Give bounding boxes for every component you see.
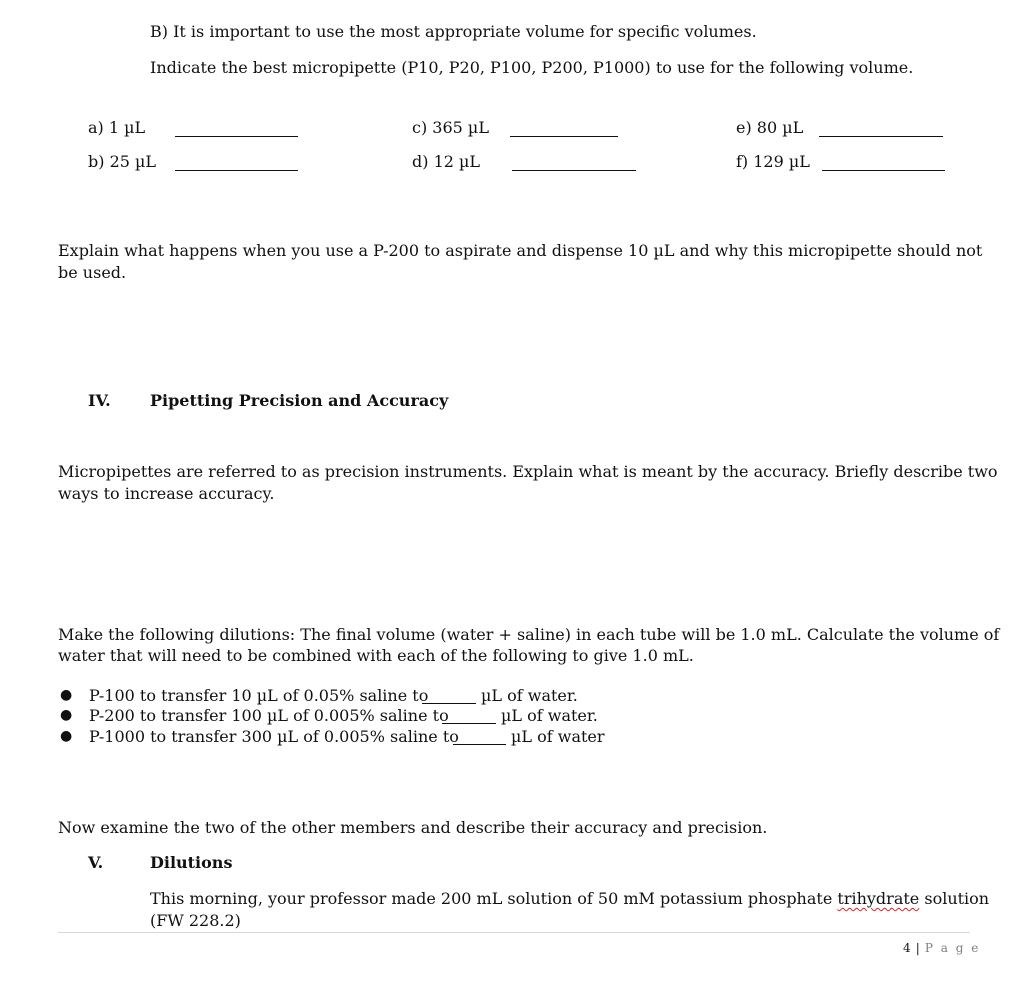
bullet-dot-icon: ● <box>60 728 73 744</box>
bullet-2-suffix: µL of water. <box>501 706 598 725</box>
bullet-2-answer-blank[interactable] <box>442 722 496 724</box>
bullet-3-prefix: P-1000 to transfer 300 µL of 0.005% saline to <box>89 727 459 746</box>
volume-item-e <box>736 118 803 137</box>
dilutions-intro-line1: Make the following dilutions: The final volume (water + saline) in each tube will be 1.0 mL. Calculate the volume of <box>58 625 1000 644</box>
volume-label-c: c) 365 µL <box>412 118 489 137</box>
explain-p200-line2: be used. <box>58 263 127 282</box>
bullet-1-suffix: µL of water. <box>481 686 578 705</box>
volume-item-b <box>88 152 156 171</box>
bullet-item-3 <box>89 727 459 746</box>
bullet-3-answer-blank[interactable] <box>453 743 506 745</box>
bullet-item-2 <box>89 706 449 725</box>
section-v-line1-pre: This morning, your professor made 200 mL solution of 50 mM potassium phosphate <box>150 889 838 908</box>
accuracy-question-line2: ways to increase accuracy. <box>58 484 275 503</box>
section-b-heading: B) It is important to use the most appropriate volume for specific volumes. <box>150 22 757 41</box>
section-v-line1 <box>150 889 989 908</box>
volume-label-f: f) 129 µL <box>736 152 810 171</box>
examine-instruction: Now examine the two of the other members and describe their accuracy and precision. <box>58 818 768 837</box>
accuracy-question-line1: Micropipettes are referred to as precision instruments. Explain what is meant by the accuracy. Briefly describe two <box>58 462 998 481</box>
bullet-1-answer-blank[interactable] <box>422 702 476 704</box>
volume-label-d: d) 12 µL <box>412 152 481 171</box>
section-v-line1-post: solution <box>919 889 990 908</box>
bullet-dot-icon: ● <box>60 687 73 703</box>
bullet-item-1 <box>89 686 428 705</box>
section-v-line2: (FW 228.2) <box>150 911 241 930</box>
volume-label-a: a) 1 µL <box>88 118 146 137</box>
volume-item-a <box>88 118 145 137</box>
explain-p200-line1: Explain what happens when you use a P-200 to aspirate and dispense 10 µL and why this micropipette should not <box>58 241 983 260</box>
bullet-2-prefix: P-200 to transfer 100 µL of 0.005% saline to <box>89 706 449 725</box>
volume-item-c <box>412 118 489 137</box>
answer-blank-f[interactable] <box>822 169 945 171</box>
footer-divider <box>58 932 970 933</box>
page-separator: | <box>915 941 920 955</box>
volume-item-f <box>736 152 810 171</box>
page-footer <box>903 937 980 956</box>
section-v-numeral: V. <box>88 853 104 872</box>
answer-blank-a[interactable] <box>175 135 298 137</box>
section-b-instruction: Indicate the best micropipette (P10, P20, P100, P200, P1000) to use for the following volume. <box>150 58 914 77</box>
section-iv-title: Pipetting Precision and Accuracy <box>150 391 449 410</box>
page-label: P a g e <box>924 941 981 955</box>
bullet-3-suffix: µL of water <box>511 727 605 746</box>
spellcheck-word[interactable]: trihydrate <box>837 889 920 908</box>
answer-blank-d[interactable] <box>512 169 636 171</box>
bullet-dot-icon: ● <box>60 707 73 723</box>
answer-blank-c[interactable] <box>510 135 618 137</box>
volume-label-b: b) 25 µL <box>88 152 157 171</box>
dilutions-intro-line2: water that will need to be combined with each of the following to give 1.0 mL. <box>58 646 694 665</box>
section-iv-numeral: IV. <box>88 391 111 410</box>
volume-label-e: e) 80 µL <box>736 118 804 137</box>
answer-blank-e[interactable] <box>819 135 943 137</box>
volume-item-d <box>412 152 480 171</box>
section-v-title: Dilutions <box>150 853 233 872</box>
bullet-1-prefix: P-100 to transfer 10 µL of 0.05% saline to <box>89 686 429 705</box>
page-number: 4 <box>903 941 911 955</box>
answer-blank-b[interactable] <box>175 169 298 171</box>
